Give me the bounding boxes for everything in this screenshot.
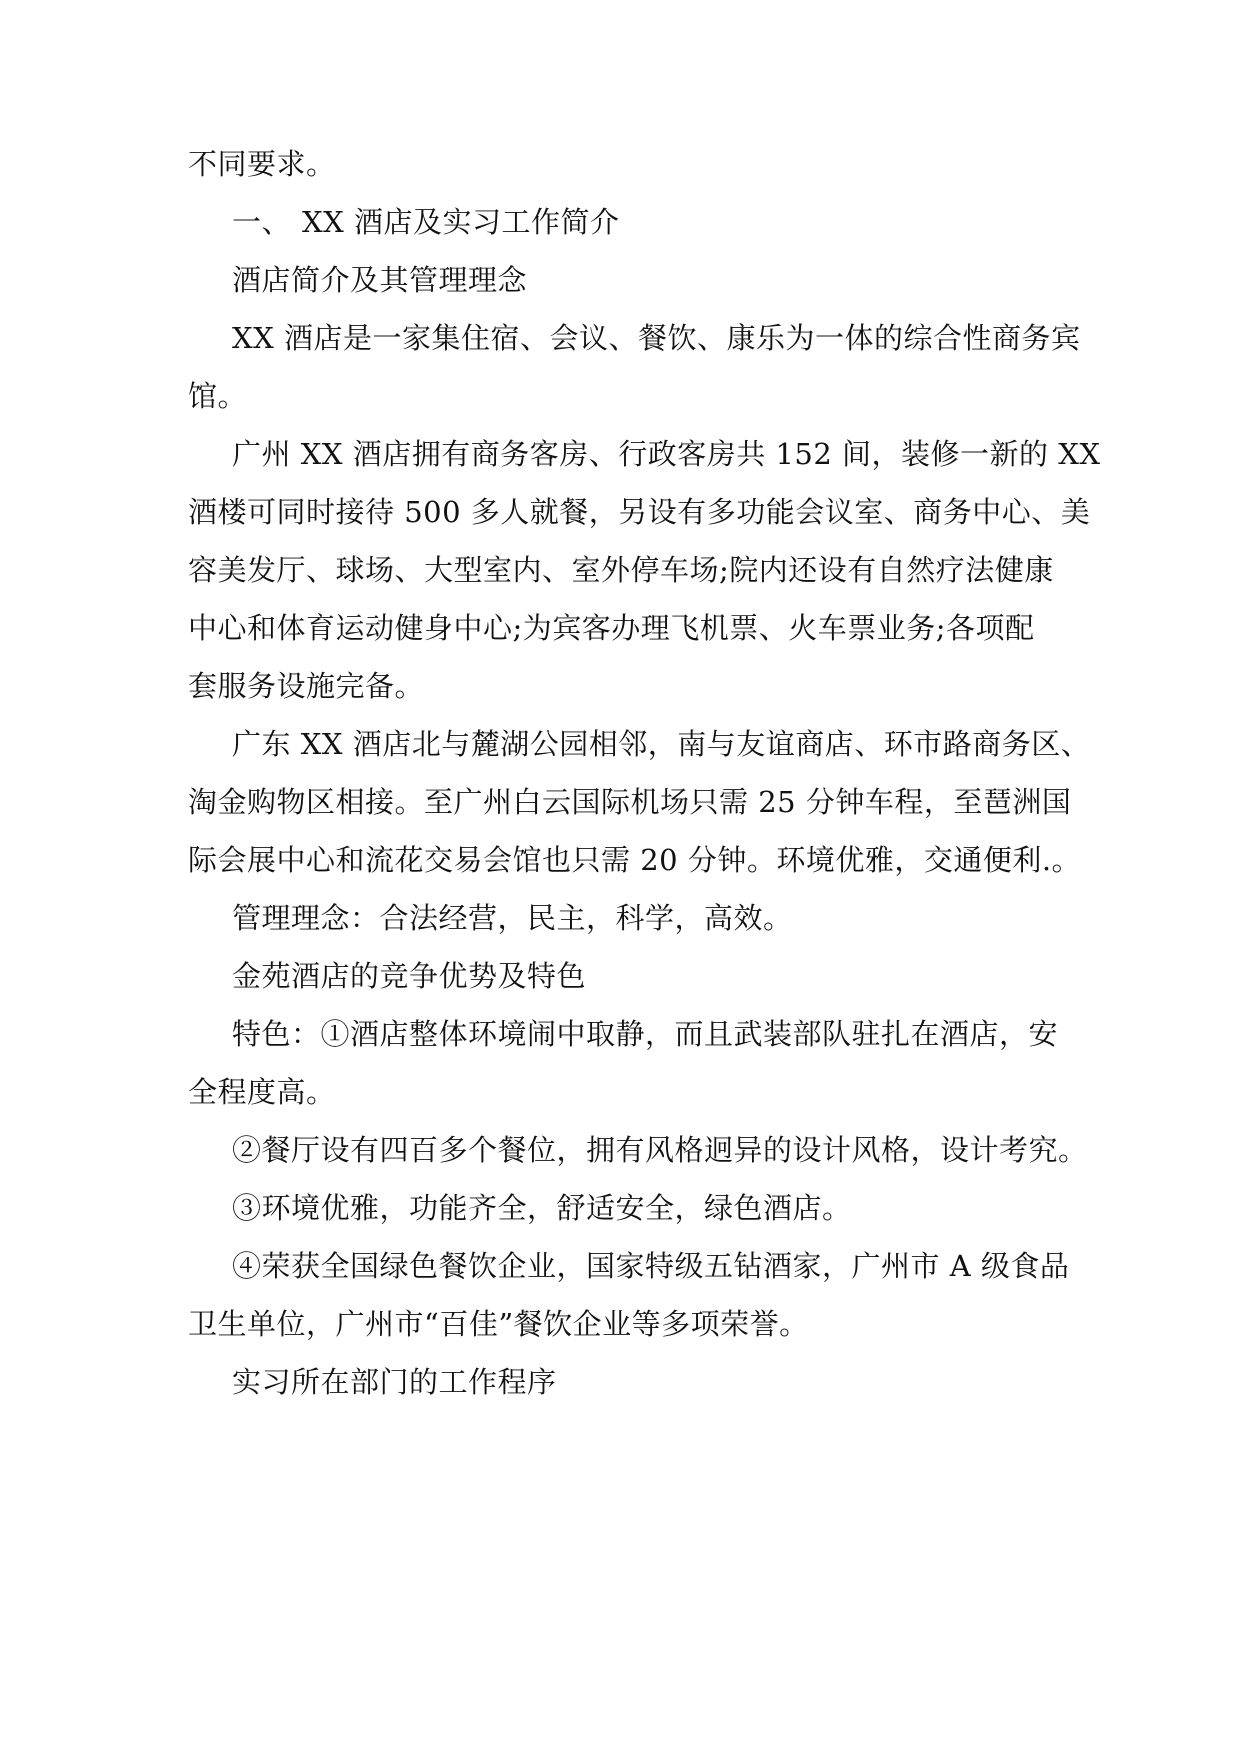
text-line: 酒楼可同时接待 500 多人就餐，另设有多功能会议室、商务中心、美: [188, 495, 1091, 529]
section-number: 一、: [232, 205, 292, 239]
subheading: 金苑酒店的竞争优势及特色: [232, 959, 587, 993]
text-line: 不同要求。: [188, 147, 336, 181]
text-line: 容美发厅、球场、大型室内、室外停车场;院内还设有自然疗法健康: [188, 553, 1054, 587]
text-line: XX 酒店是一家集住宿、会议、餐饮、康乐为一体的综合性商务宾: [232, 321, 1081, 355]
text-line: 馆。: [188, 379, 248, 413]
text-line: 中心和体育运动健身中心;为宾客办理飞机票、火车票业务;各项配: [188, 611, 1035, 645]
text-line: ③环境优雅，功能齐全，舒适安全，绿色酒店。: [232, 1191, 852, 1225]
section-heading: [232, 202, 620, 242]
subheading: 酒店简介及其管理理念: [232, 263, 528, 297]
text-line: ②餐厅设有四百多个餐位，拥有风格迥异的设计风格，设计考究。: [232, 1133, 1088, 1167]
subheading: 实习所在部门的工作程序: [232, 1365, 557, 1399]
text-line: ④荣获全国绿色餐饮企业，国家特级五钻酒家，广州市 A 级食品: [232, 1249, 1070, 1283]
text-line: 管理理念：合法经营，民主，科学，高效。: [232, 901, 793, 935]
text-line: 广州 XX 酒店拥有商务客房、行政客房共 152 间，装修一新的 XX: [232, 437, 1101, 471]
text-line: 套服务设施完备。: [188, 669, 425, 703]
text-line: 特色：①酒店整体环境闹中取静，而且武装部队驻扎在酒店，安: [232, 1017, 1059, 1051]
text-line: 全程度高。: [188, 1075, 336, 1109]
text-line: 淘金购物区相接。至广州白云国际机场只需 25 分钟车程，至琶洲国: [188, 785, 1072, 819]
text-line: 卫生单位，广州市“百佳”餐饮企业等多项荣誉。: [188, 1307, 809, 1341]
section-title: XX 酒店及实习工作简介: [302, 205, 620, 239]
text-line: 广东 XX 酒店北与麓湖公园相邻，南与友谊商店、环市路商务区、: [232, 727, 1091, 761]
text-line: 际会展中心和流花交易会馆也只需 20 分钟。环境优雅，交通便利.。: [188, 843, 1082, 877]
